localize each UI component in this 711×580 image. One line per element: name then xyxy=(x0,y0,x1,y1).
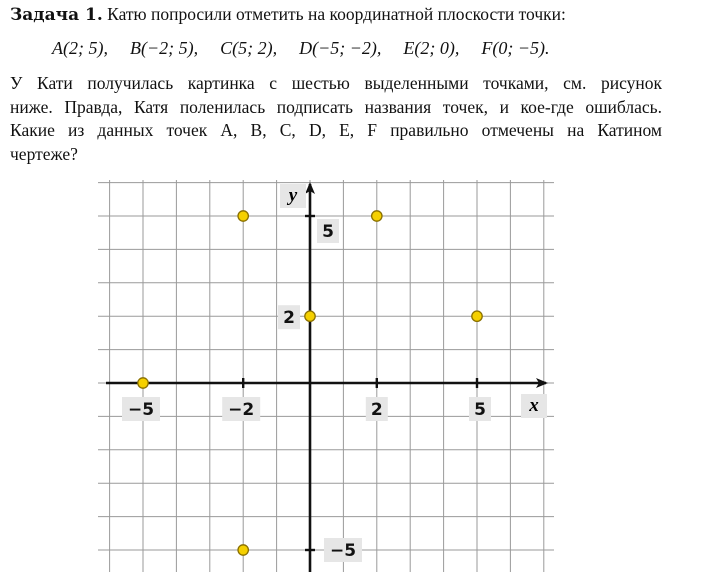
tick-labels xyxy=(122,184,547,562)
data-point xyxy=(305,311,315,321)
paragraph-line: ниже. Правда, Катя поленилась подписать названия точек, и кое-где ошиблась. xyxy=(10,96,662,117)
y-tick-label: 2 xyxy=(283,308,295,329)
data-point xyxy=(238,545,248,555)
point-f: F(0; −5). xyxy=(481,38,550,58)
point-b: B(−2; 5), xyxy=(129,38,199,58)
problem-number: Задача 1. xyxy=(10,5,103,25)
y-axis-label: y xyxy=(288,185,298,206)
data-point xyxy=(472,311,482,321)
data-point xyxy=(238,211,248,221)
x-tick-label: −2 xyxy=(228,400,255,420)
y-tick-label: 5 xyxy=(322,222,334,242)
paragraph-line: Какие из данных точек A, B, C, D, E, F правильно отмечены на Катином xyxy=(10,120,662,140)
point-a: A(2; 5), xyxy=(52,38,108,58)
data-point xyxy=(372,211,382,221)
data-point xyxy=(138,378,148,388)
problem-statement: Катю попросили отметить на координатной плоскости точки: xyxy=(107,4,566,24)
paragraph-line: У Кати получилась картинка с шестью выделенными точками, см. рисунок xyxy=(10,73,662,93)
x-tick-label: 5 xyxy=(474,400,486,420)
paragraph-line: чертеже? xyxy=(10,143,78,164)
x-axis-label: x xyxy=(529,395,539,416)
point-d: D(−5; −2), xyxy=(299,38,382,58)
y-tick-label: −5 xyxy=(329,541,357,561)
x-tick-label: 2 xyxy=(370,400,383,420)
x-tick-label: −5 xyxy=(127,400,155,420)
point-c: C(5; 2), xyxy=(220,38,278,58)
point-e: E(2; 0), xyxy=(403,38,460,58)
